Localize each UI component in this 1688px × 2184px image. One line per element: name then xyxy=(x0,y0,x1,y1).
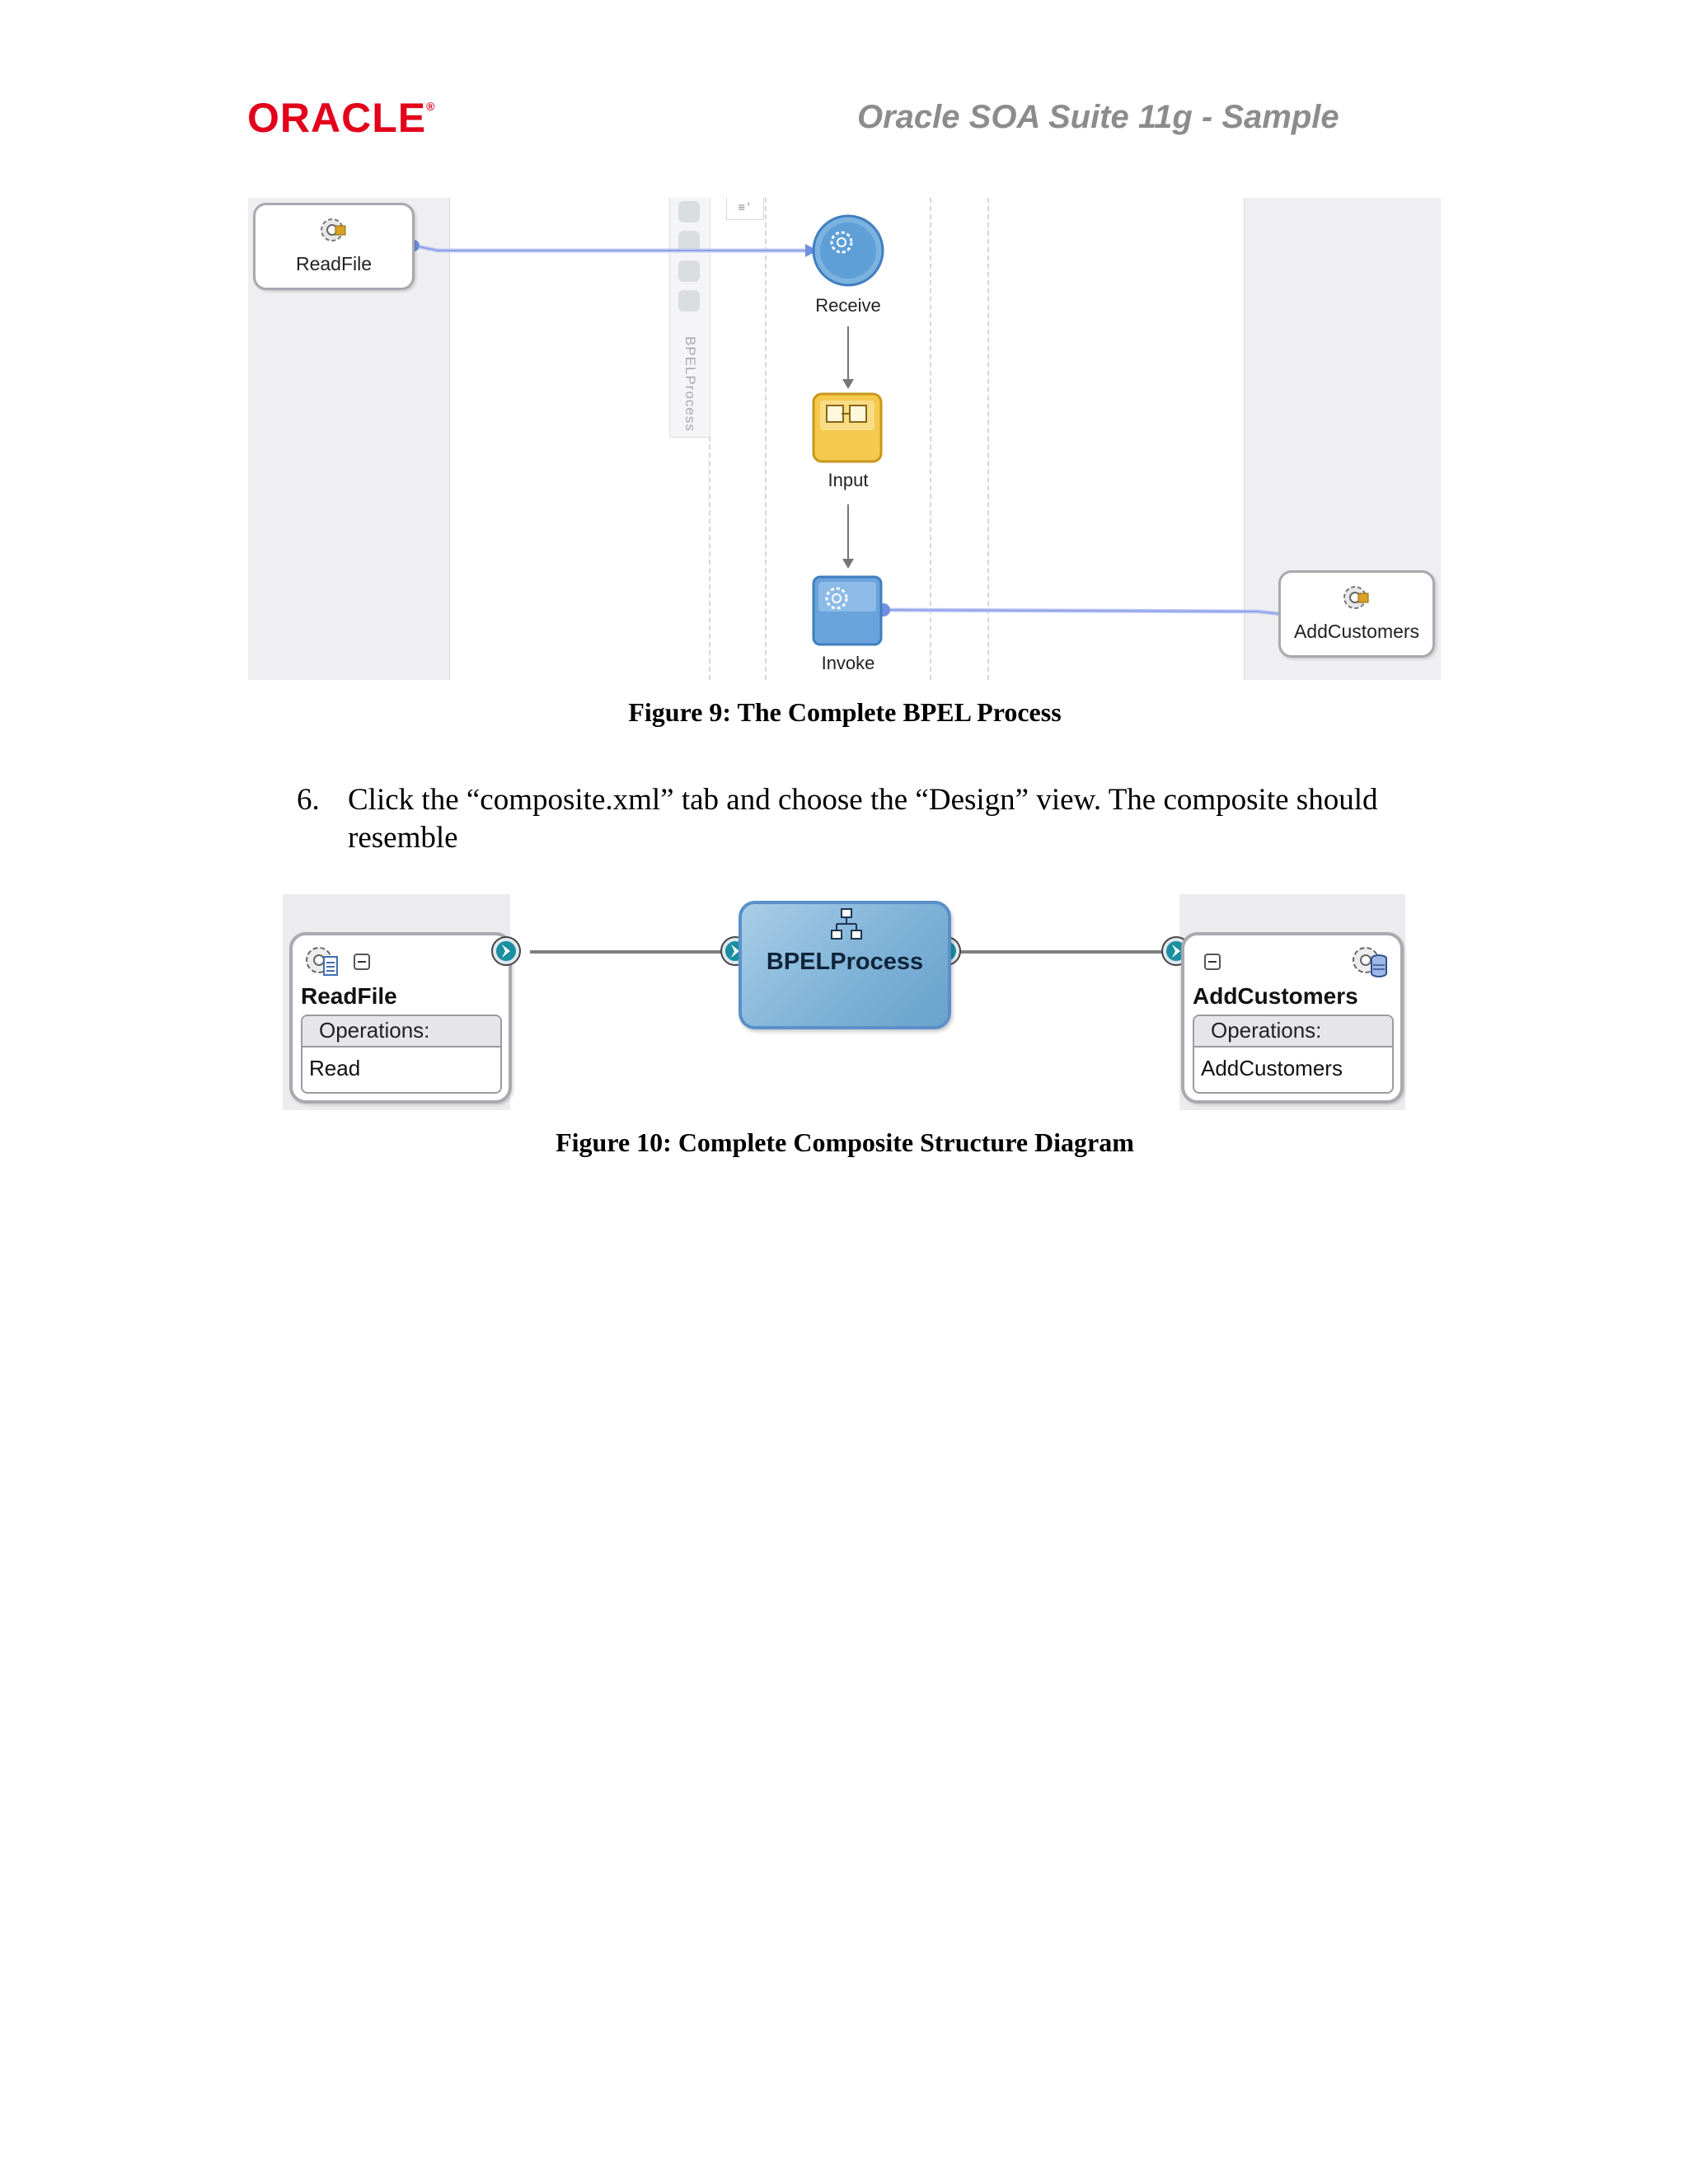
service-port-icon[interactable] xyxy=(490,935,523,968)
readfile-component[interactable] xyxy=(289,932,512,1104)
process-hierarchy-icon xyxy=(830,907,863,945)
registered-mark: ® xyxy=(426,100,436,113)
receive-activity-icon[interactable] xyxy=(812,214,886,288)
figure-10-caption: Figure 10: Complete Composite Structure Diagram xyxy=(556,1127,1134,1157)
collapse-icon[interactable] xyxy=(1204,954,1221,970)
bpelprocess-component[interactable] xyxy=(738,901,951,1029)
operations-box xyxy=(1193,1015,1394,1094)
invoke-activity-label: Invoke xyxy=(821,653,875,673)
document-header-title: Oracle SOA Suite 11g - Sample xyxy=(857,99,1339,135)
oracle-logo xyxy=(247,95,436,141)
readfile-service-node[interactable] xyxy=(253,203,415,290)
addcustomers-service-node[interactable] xyxy=(1278,570,1435,658)
source-view-icon[interactable]: ≡' xyxy=(726,198,764,220)
db-adapter-icon xyxy=(1349,942,1389,980)
step-text: Click the “composite.xml” tab and choose the “Design” view. The composite should resemble xyxy=(348,783,1378,855)
operation-read[interactable]: Read xyxy=(309,1056,361,1080)
addcustomers-component-name: AddCustomers xyxy=(1193,983,1358,1009)
palette-process-label: BPELProcess xyxy=(682,336,698,432)
operations-header: Operations: xyxy=(1194,1016,1392,1047)
operations-header: Operations: xyxy=(302,1016,500,1047)
bpelprocess-label: BPELProcess xyxy=(766,949,924,975)
adapter-gear-icon xyxy=(317,213,350,246)
addcustomers-component[interactable] xyxy=(1181,932,1404,1104)
file-adapter-icon xyxy=(302,942,340,980)
input-activity-label: Input xyxy=(828,470,869,490)
receive-activity-label: Receive xyxy=(815,295,881,316)
figure-9-bpel-diagram xyxy=(248,198,1440,680)
addcustomers-service-label: AddCustomers xyxy=(1293,621,1420,642)
assign-activity-icon[interactable] xyxy=(812,392,884,465)
invoke-activity-icon[interactable] xyxy=(812,575,884,648)
collapse-icon[interactable] xyxy=(354,954,370,970)
readfile-service-label: ReadFile xyxy=(295,253,373,274)
operations-box xyxy=(301,1015,502,1094)
oracle-logo-text: ORACLE xyxy=(247,95,427,141)
operation-addcustomers[interactable]: AddCustomers xyxy=(1201,1056,1343,1080)
step-number: 6. xyxy=(297,783,320,817)
adapter-gear-icon xyxy=(1340,581,1373,614)
figure-9-caption: Figure 9: The Complete BPEL Process xyxy=(628,697,1062,727)
readfile-component-name: ReadFile xyxy=(301,983,397,1009)
figure-10-composite-diagram xyxy=(283,894,1405,1110)
